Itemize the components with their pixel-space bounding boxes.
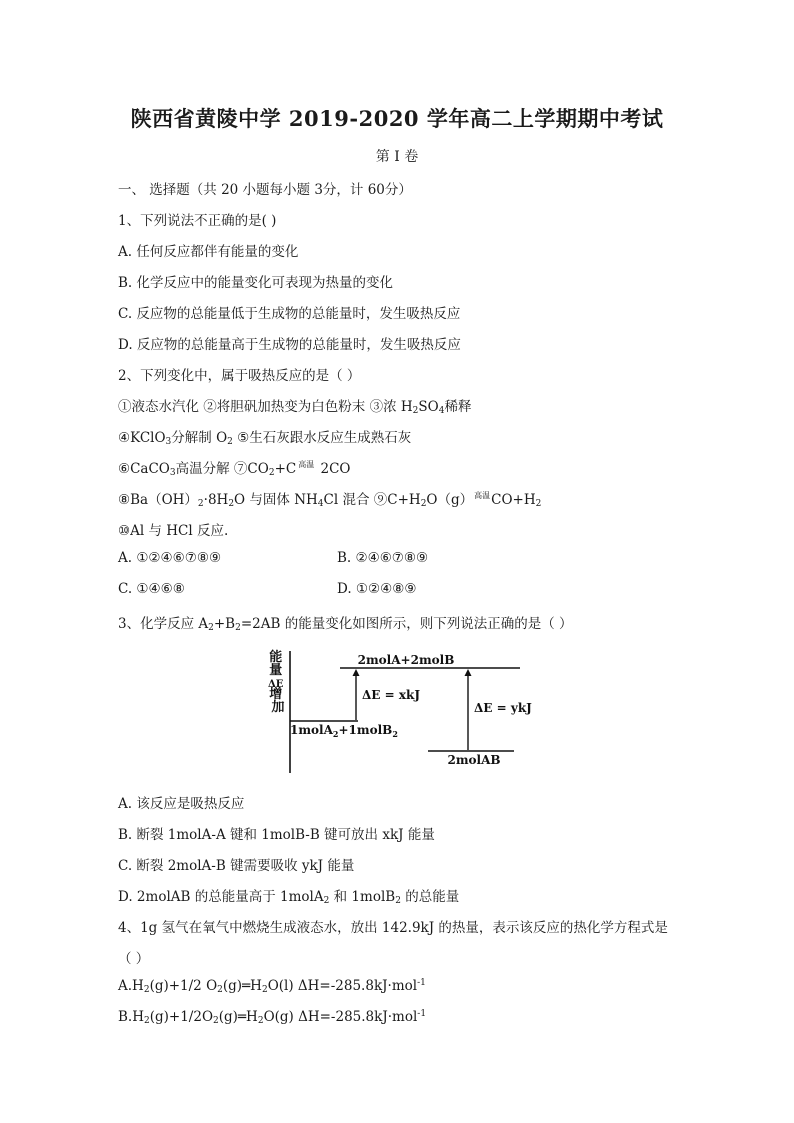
arrow-x-label: ΔE = xkJ — [362, 688, 421, 702]
q2-item-line-4: $⑧Ba(OH)_2\cdot 8H_2O$ 与固体 $NH_4Cl$ 混合 $⑨C+H_2O(g)$高温$CO+H_2$ — [118, 491, 542, 509]
section-heading: 一、 选择题（共 20 小题每小题 3分，计 60分） — [118, 182, 412, 198]
arrow-x-head — [353, 669, 360, 676]
q4-stem: 4、1g 氢气在氧气中燃烧生成液态水，放出 142.9kJ 的热量，表示该反应的热化学方程式是 — [118, 920, 668, 936]
arrow-y-head — [465, 669, 472, 676]
q2-item-line-5: ⑩Al 与 HCl 反应. — [118, 523, 229, 539]
q2-option-a: A. ①②④⑥⑦⑧⑨ — [118, 550, 222, 566]
q1-option-a: A. 任何反应都伴有能量的变化 — [118, 244, 299, 260]
q1-option-b: B. 化学反应中的能量变化可表现为热量的变化 — [118, 275, 394, 291]
q2-option-c: C. ①④⑥⑧ — [118, 581, 185, 597]
level-top-label: 2molA+2molB — [357, 653, 455, 667]
q3-option-d: D. 2molAB 的总能量高于 1molA$_2$ 和 1molB$_2$ 的总能量 — [118, 889, 460, 906]
q4-option-b: $B.H_2(g)+1/2O_2(g)═H_2O(g)$ ΔH=-285.8kJ·mol$^{-1}$ — [118, 1009, 427, 1026]
q3-option-c: C. 断裂 2molA-B 键需要吸收 ykJ 能量 — [118, 858, 355, 874]
level-bottom-label: 2molAB — [447, 753, 501, 767]
q1-option-c: C. 反应物的总能量低于生成物的总能量时，发生吸热反应 — [118, 306, 461, 322]
arrow-y-label: ΔE = ykJ — [474, 701, 532, 715]
q4-option-a: $A.H_2(g)+1/2$ $O_2(g)═H_2O(l)$ ΔH=-285.8kJ·mol$^{-1}$ — [118, 978, 426, 995]
q3-option-a: A. 该反应是吸热反应 — [118, 796, 245, 812]
level-mid-label: 1molA$_2$+1molB$_2$ — [290, 723, 398, 739]
q2-stem: 2、下列变化中，属于吸热反应的是（ ） — [118, 368, 361, 384]
energy-level-diagram — [258, 643, 538, 778]
q2-item-line-3: ⑥CaCO$_3$高温分解 $⑦CO_2+C$ 高温 2CO — [118, 460, 351, 478]
q2-item-line-1: ①液态水汽化 ②将胆矾加热变为白色粉末 ③浓 $H_2SO_4$稀释 — [118, 399, 472, 416]
volume-subtitle: 第 I 卷 — [375, 149, 419, 165]
page-title: 陕西省黄陵中学 2019-2020 学年高二上学期期中考试 — [130, 106, 664, 131]
q1-stem: 1、下列说法不正确的是( ) — [118, 213, 277, 229]
q3-option-b: B. 断裂 1molA-A 键和 1molB-B 键可放出 xkJ 能量 — [118, 827, 435, 843]
q2-option-b: B. ②④⑥⑦⑧⑨ — [337, 550, 429, 566]
q1-option-d: D. 反应物的总能量高于生成物的总能量时，发生吸热反应 — [118, 337, 461, 353]
q2-item-line-2: ④KClO$_3$分解制 $O_2$ ⑤生石灰跟水反应生成熟石灰 — [118, 430, 412, 447]
y-axis-label: 能 量 ΔE 增 加 — [268, 650, 285, 715]
q2-option-d: D. ①②④⑧⑨ — [337, 581, 417, 597]
reaction-condition-mark: 高温 — [298, 460, 315, 469]
reaction-condition-mark: 高温 — [474, 491, 491, 500]
q3-stem: 3、化学反应 $A_2+B_2=2AB$ 的能量变化如图所示，则下列说法正确的是（ ） — [118, 616, 573, 633]
q4-answer-paren: （ ） — [118, 951, 150, 967]
